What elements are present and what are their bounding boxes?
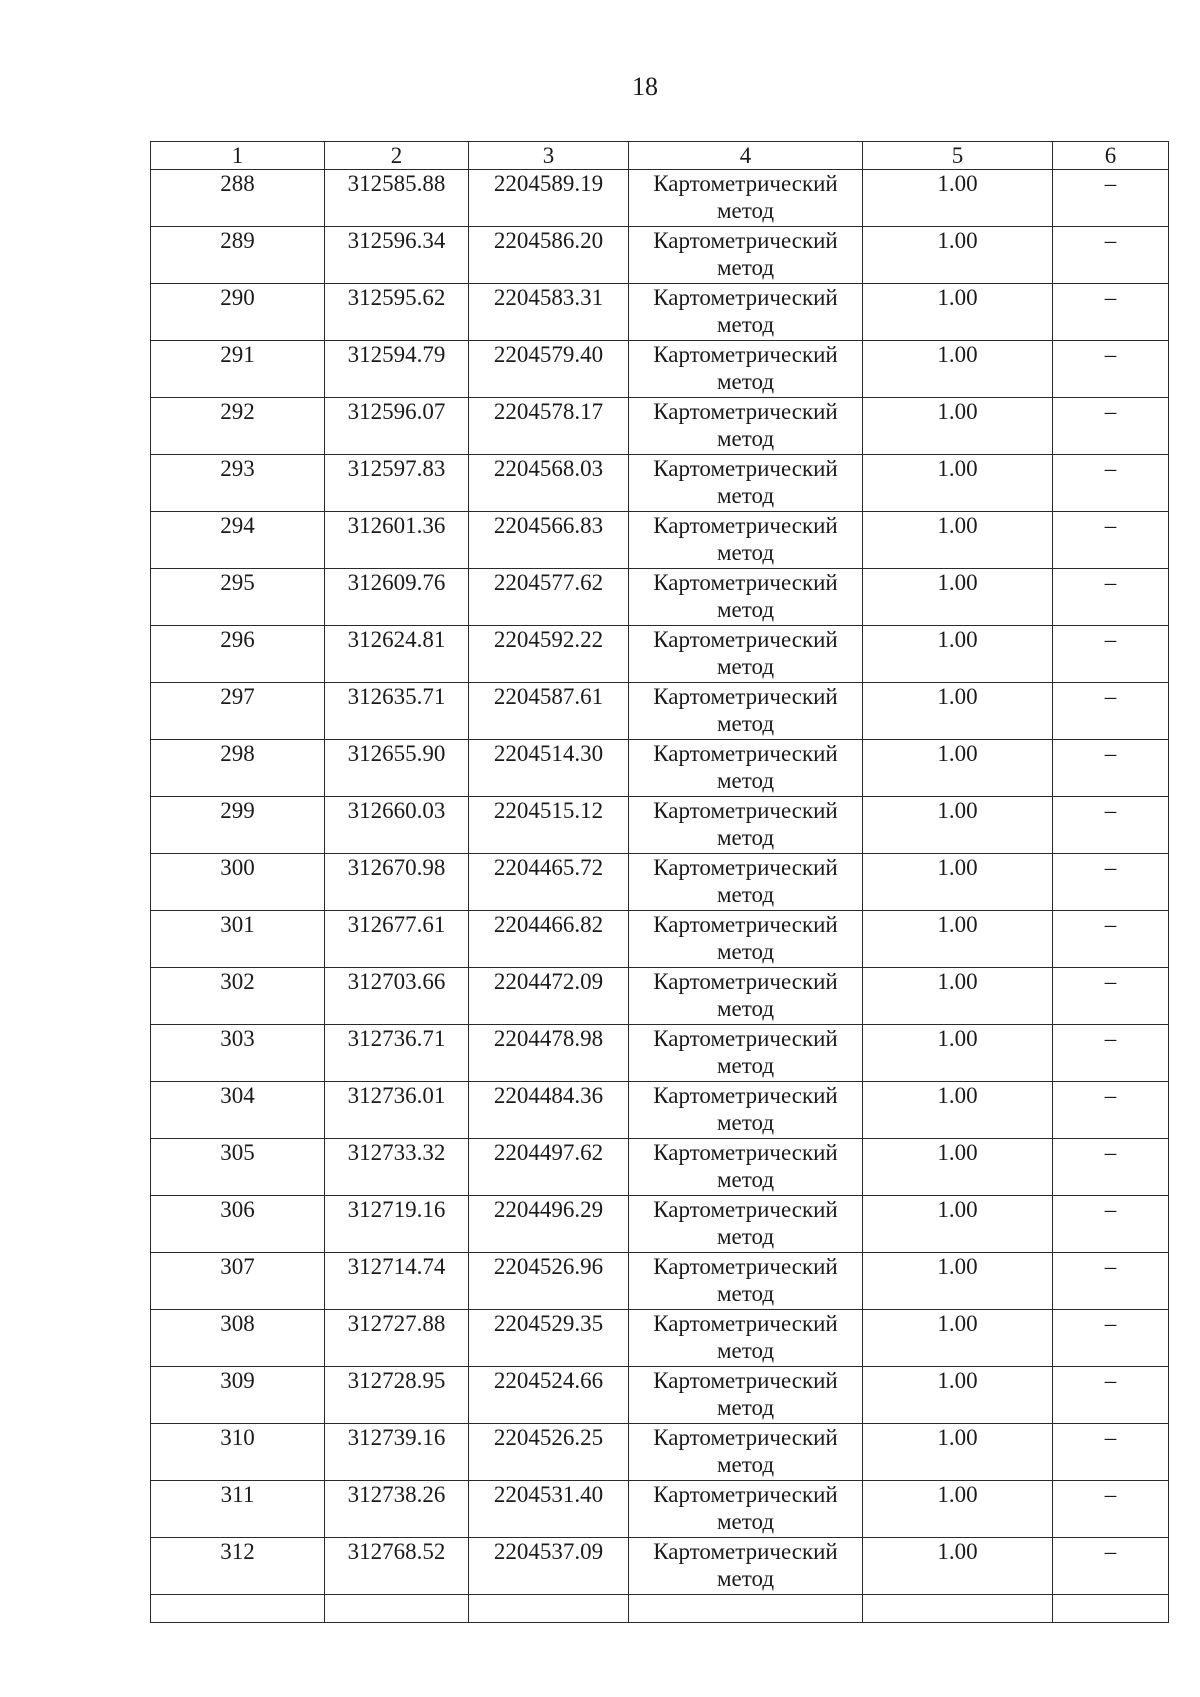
table-row xyxy=(151,227,1169,284)
table-row xyxy=(151,683,1169,740)
method-cell: Картометрический метод xyxy=(629,1310,863,1367)
accuracy-cell: 1.00 xyxy=(863,626,1053,683)
point-number-cell: 302 xyxy=(151,968,325,1025)
point-number-cell: 301 xyxy=(151,911,325,968)
header-col-3: 3 xyxy=(469,142,629,170)
point-number-cell: 300 xyxy=(151,854,325,911)
table-row xyxy=(151,512,1169,569)
note-cell: – xyxy=(1053,455,1169,512)
point-number-cell: 293 xyxy=(151,455,325,512)
method-cell: Картометрический метод xyxy=(629,626,863,683)
table-row xyxy=(151,854,1169,911)
x-coordinate-cell: 312660.03 xyxy=(325,797,469,854)
note-cell: – xyxy=(1053,569,1169,626)
y-coordinate-cell: 2204478.98 xyxy=(469,1025,629,1082)
y-coordinate-cell: 2204526.96 xyxy=(469,1253,629,1310)
x-coordinate-cell: 312714.74 xyxy=(325,1253,469,1310)
point-number-cell: 291 xyxy=(151,341,325,398)
accuracy-cell: 1.00 xyxy=(863,1367,1053,1424)
x-coordinate-cell: 312596.07 xyxy=(325,398,469,455)
x-coordinate-cell: 312594.79 xyxy=(325,341,469,398)
note-cell: – xyxy=(1053,1253,1169,1310)
x-coordinate-cell: 312703.66 xyxy=(325,968,469,1025)
accuracy-cell: 1.00 xyxy=(863,398,1053,455)
note-cell: – xyxy=(1053,1481,1169,1538)
x-coordinate-cell: 312768.52 xyxy=(325,1538,469,1595)
table-row xyxy=(151,1481,1169,1538)
method-cell: Картометрический метод xyxy=(629,455,863,512)
empty-cell xyxy=(151,1595,325,1623)
y-coordinate-cell: 2204465.72 xyxy=(469,854,629,911)
method-cell: Картометрический метод xyxy=(629,1139,863,1196)
point-number-cell: 290 xyxy=(151,284,325,341)
table-row xyxy=(151,1424,1169,1481)
point-number-cell: 308 xyxy=(151,1310,325,1367)
table-row xyxy=(151,398,1169,455)
y-coordinate-cell: 2204529.35 xyxy=(469,1310,629,1367)
point-number-cell: 312 xyxy=(151,1538,325,1595)
coordinates-table xyxy=(150,141,1169,1623)
x-coordinate-cell: 312595.62 xyxy=(325,284,469,341)
method-cell: Картометрический метод xyxy=(629,227,863,284)
table-body xyxy=(151,170,1169,1623)
empty-cell xyxy=(325,1595,469,1623)
method-cell: Картометрический метод xyxy=(629,341,863,398)
note-cell: – xyxy=(1053,512,1169,569)
accuracy-cell: 1.00 xyxy=(863,1139,1053,1196)
y-coordinate-cell: 2204531.40 xyxy=(469,1481,629,1538)
x-coordinate-cell: 312670.98 xyxy=(325,854,469,911)
method-cell: Картометрический метод xyxy=(629,569,863,626)
table-row xyxy=(151,569,1169,626)
table-row xyxy=(151,911,1169,968)
accuracy-cell: 1.00 xyxy=(863,455,1053,512)
point-number-cell: 294 xyxy=(151,512,325,569)
method-cell: Картометрический метод xyxy=(629,1367,863,1424)
header-col-4: 4 xyxy=(629,142,863,170)
accuracy-cell: 1.00 xyxy=(863,284,1053,341)
accuracy-cell: 1.00 xyxy=(863,512,1053,569)
header-col-5: 5 xyxy=(863,142,1053,170)
accuracy-cell: 1.00 xyxy=(863,911,1053,968)
y-coordinate-cell: 2204497.62 xyxy=(469,1139,629,1196)
empty-cell xyxy=(469,1595,629,1623)
point-number-cell: 307 xyxy=(151,1253,325,1310)
y-coordinate-cell: 2204472.09 xyxy=(469,968,629,1025)
empty-cell xyxy=(629,1595,863,1623)
method-cell: Картометрический метод xyxy=(629,1538,863,1595)
table-row xyxy=(151,170,1169,227)
accuracy-cell: 1.00 xyxy=(863,170,1053,227)
y-coordinate-cell: 2204579.40 xyxy=(469,341,629,398)
y-coordinate-cell: 2204586.20 xyxy=(469,227,629,284)
point-number-cell: 295 xyxy=(151,569,325,626)
accuracy-cell: 1.00 xyxy=(863,1538,1053,1595)
y-coordinate-cell: 2204496.29 xyxy=(469,1196,629,1253)
accuracy-cell: 1.00 xyxy=(863,1025,1053,1082)
accuracy-cell: 1.00 xyxy=(863,968,1053,1025)
point-number-cell: 298 xyxy=(151,740,325,797)
point-number-cell: 296 xyxy=(151,626,325,683)
note-cell: – xyxy=(1053,797,1169,854)
header-col-2: 2 xyxy=(325,142,469,170)
note-cell: – xyxy=(1053,911,1169,968)
point-number-cell: 310 xyxy=(151,1424,325,1481)
table-row xyxy=(151,797,1169,854)
note-cell: – xyxy=(1053,740,1169,797)
x-coordinate-cell: 312655.90 xyxy=(325,740,469,797)
note-cell: – xyxy=(1053,1367,1169,1424)
point-number-cell: 304 xyxy=(151,1082,325,1139)
method-cell: Картометрический метод xyxy=(629,512,863,569)
method-cell: Картометрический метод xyxy=(629,1025,863,1082)
method-cell: Картометрический метод xyxy=(629,968,863,1025)
method-cell: Картометрический метод xyxy=(629,1082,863,1139)
note-cell: – xyxy=(1053,227,1169,284)
method-cell: Картометрический метод xyxy=(629,797,863,854)
x-coordinate-cell: 312727.88 xyxy=(325,1310,469,1367)
x-coordinate-cell: 312738.26 xyxy=(325,1481,469,1538)
y-coordinate-cell: 2204587.61 xyxy=(469,683,629,740)
note-cell: – xyxy=(1053,1310,1169,1367)
point-number-cell: 303 xyxy=(151,1025,325,1082)
note-cell: – xyxy=(1053,1196,1169,1253)
point-number-cell: 305 xyxy=(151,1139,325,1196)
table-row xyxy=(151,740,1169,797)
header-col-1: 1 xyxy=(151,142,325,170)
accuracy-cell: 1.00 xyxy=(863,1253,1053,1310)
table-row xyxy=(151,1310,1169,1367)
point-number-cell: 297 xyxy=(151,683,325,740)
table-header xyxy=(151,142,1169,170)
method-cell: Картометрический метод xyxy=(629,1424,863,1481)
point-number-cell: 311 xyxy=(151,1481,325,1538)
y-coordinate-cell: 2204515.12 xyxy=(469,797,629,854)
note-cell: – xyxy=(1053,1139,1169,1196)
note-cell: – xyxy=(1053,398,1169,455)
x-coordinate-cell: 312677.61 xyxy=(325,911,469,968)
x-coordinate-cell: 312585.88 xyxy=(325,170,469,227)
empty-cell xyxy=(1053,1595,1169,1623)
y-coordinate-cell: 2204524.66 xyxy=(469,1367,629,1424)
x-coordinate-cell: 312739.16 xyxy=(325,1424,469,1481)
accuracy-cell: 1.00 xyxy=(863,227,1053,284)
accuracy-cell: 1.00 xyxy=(863,854,1053,911)
method-cell: Картометрический метод xyxy=(629,1481,863,1538)
accuracy-cell: 1.00 xyxy=(863,683,1053,740)
empty-row xyxy=(151,1595,1169,1623)
table-row xyxy=(151,1139,1169,1196)
x-coordinate-cell: 312609.76 xyxy=(325,569,469,626)
method-cell: Картометрический метод xyxy=(629,170,863,227)
method-cell: Картометрический метод xyxy=(629,1253,863,1310)
accuracy-cell: 1.00 xyxy=(863,1310,1053,1367)
table-row xyxy=(151,284,1169,341)
note-cell: – xyxy=(1053,854,1169,911)
note-cell: – xyxy=(1053,1025,1169,1082)
y-coordinate-cell: 2204577.62 xyxy=(469,569,629,626)
x-coordinate-cell: 312736.01 xyxy=(325,1082,469,1139)
point-number-cell: 309 xyxy=(151,1367,325,1424)
y-coordinate-cell: 2204484.36 xyxy=(469,1082,629,1139)
x-coordinate-cell: 312719.16 xyxy=(325,1196,469,1253)
table-row xyxy=(151,341,1169,398)
note-cell: – xyxy=(1053,170,1169,227)
method-cell: Картометрический метод xyxy=(629,683,863,740)
table-row xyxy=(151,1538,1169,1595)
method-cell: Картометрический метод xyxy=(629,1196,863,1253)
accuracy-cell: 1.00 xyxy=(863,569,1053,626)
x-coordinate-cell: 312624.81 xyxy=(325,626,469,683)
x-coordinate-cell: 312597.83 xyxy=(325,455,469,512)
method-cell: Картометрический метод xyxy=(629,854,863,911)
accuracy-cell: 1.00 xyxy=(863,1196,1053,1253)
table-row xyxy=(151,1082,1169,1139)
x-coordinate-cell: 312736.71 xyxy=(325,1025,469,1082)
accuracy-cell: 1.00 xyxy=(863,341,1053,398)
accuracy-cell: 1.00 xyxy=(863,1481,1053,1538)
table-row xyxy=(151,1025,1169,1082)
y-coordinate-cell: 2204592.22 xyxy=(469,626,629,683)
note-cell: – xyxy=(1053,284,1169,341)
y-coordinate-cell: 2204589.19 xyxy=(469,170,629,227)
y-coordinate-cell: 2204526.25 xyxy=(469,1424,629,1481)
table-row xyxy=(151,626,1169,683)
point-number-cell: 288 xyxy=(151,170,325,227)
empty-cell xyxy=(863,1595,1053,1623)
y-coordinate-cell: 2204537.09 xyxy=(469,1538,629,1595)
method-cell: Картометрический метод xyxy=(629,284,863,341)
method-cell: Картометрический метод xyxy=(629,398,863,455)
header-col-6: 6 xyxy=(1053,142,1169,170)
note-cell: – xyxy=(1053,683,1169,740)
point-number-cell: 306 xyxy=(151,1196,325,1253)
point-number-cell: 292 xyxy=(151,398,325,455)
note-cell: – xyxy=(1053,626,1169,683)
table-row xyxy=(151,1253,1169,1310)
x-coordinate-cell: 312596.34 xyxy=(325,227,469,284)
accuracy-cell: 1.00 xyxy=(863,740,1053,797)
y-coordinate-cell: 2204583.31 xyxy=(469,284,629,341)
x-coordinate-cell: 312635.71 xyxy=(325,683,469,740)
y-coordinate-cell: 2204466.82 xyxy=(469,911,629,968)
y-coordinate-cell: 2204578.17 xyxy=(469,398,629,455)
x-coordinate-cell: 312601.36 xyxy=(325,512,469,569)
point-number-cell: 289 xyxy=(151,227,325,284)
accuracy-cell: 1.00 xyxy=(863,1082,1053,1139)
table-row xyxy=(151,1196,1169,1253)
accuracy-cell: 1.00 xyxy=(863,797,1053,854)
table-row xyxy=(151,968,1169,1025)
y-coordinate-cell: 2204514.30 xyxy=(469,740,629,797)
method-cell: Картометрический метод xyxy=(629,740,863,797)
accuracy-cell: 1.00 xyxy=(863,1424,1053,1481)
y-coordinate-cell: 2204568.03 xyxy=(469,455,629,512)
note-cell: – xyxy=(1053,341,1169,398)
x-coordinate-cell: 312733.32 xyxy=(325,1139,469,1196)
page-number: 18 xyxy=(632,72,658,101)
point-number-cell: 299 xyxy=(151,797,325,854)
y-coordinate-cell: 2204566.83 xyxy=(469,512,629,569)
note-cell: – xyxy=(1053,1082,1169,1139)
note-cell: – xyxy=(1053,1424,1169,1481)
note-cell: – xyxy=(1053,968,1169,1025)
table-row xyxy=(151,455,1169,512)
x-coordinate-cell: 312728.95 xyxy=(325,1367,469,1424)
method-cell: Картометрический метод xyxy=(629,911,863,968)
header-row xyxy=(151,142,1169,170)
table-row xyxy=(151,1367,1169,1424)
note-cell: – xyxy=(1053,1538,1169,1595)
